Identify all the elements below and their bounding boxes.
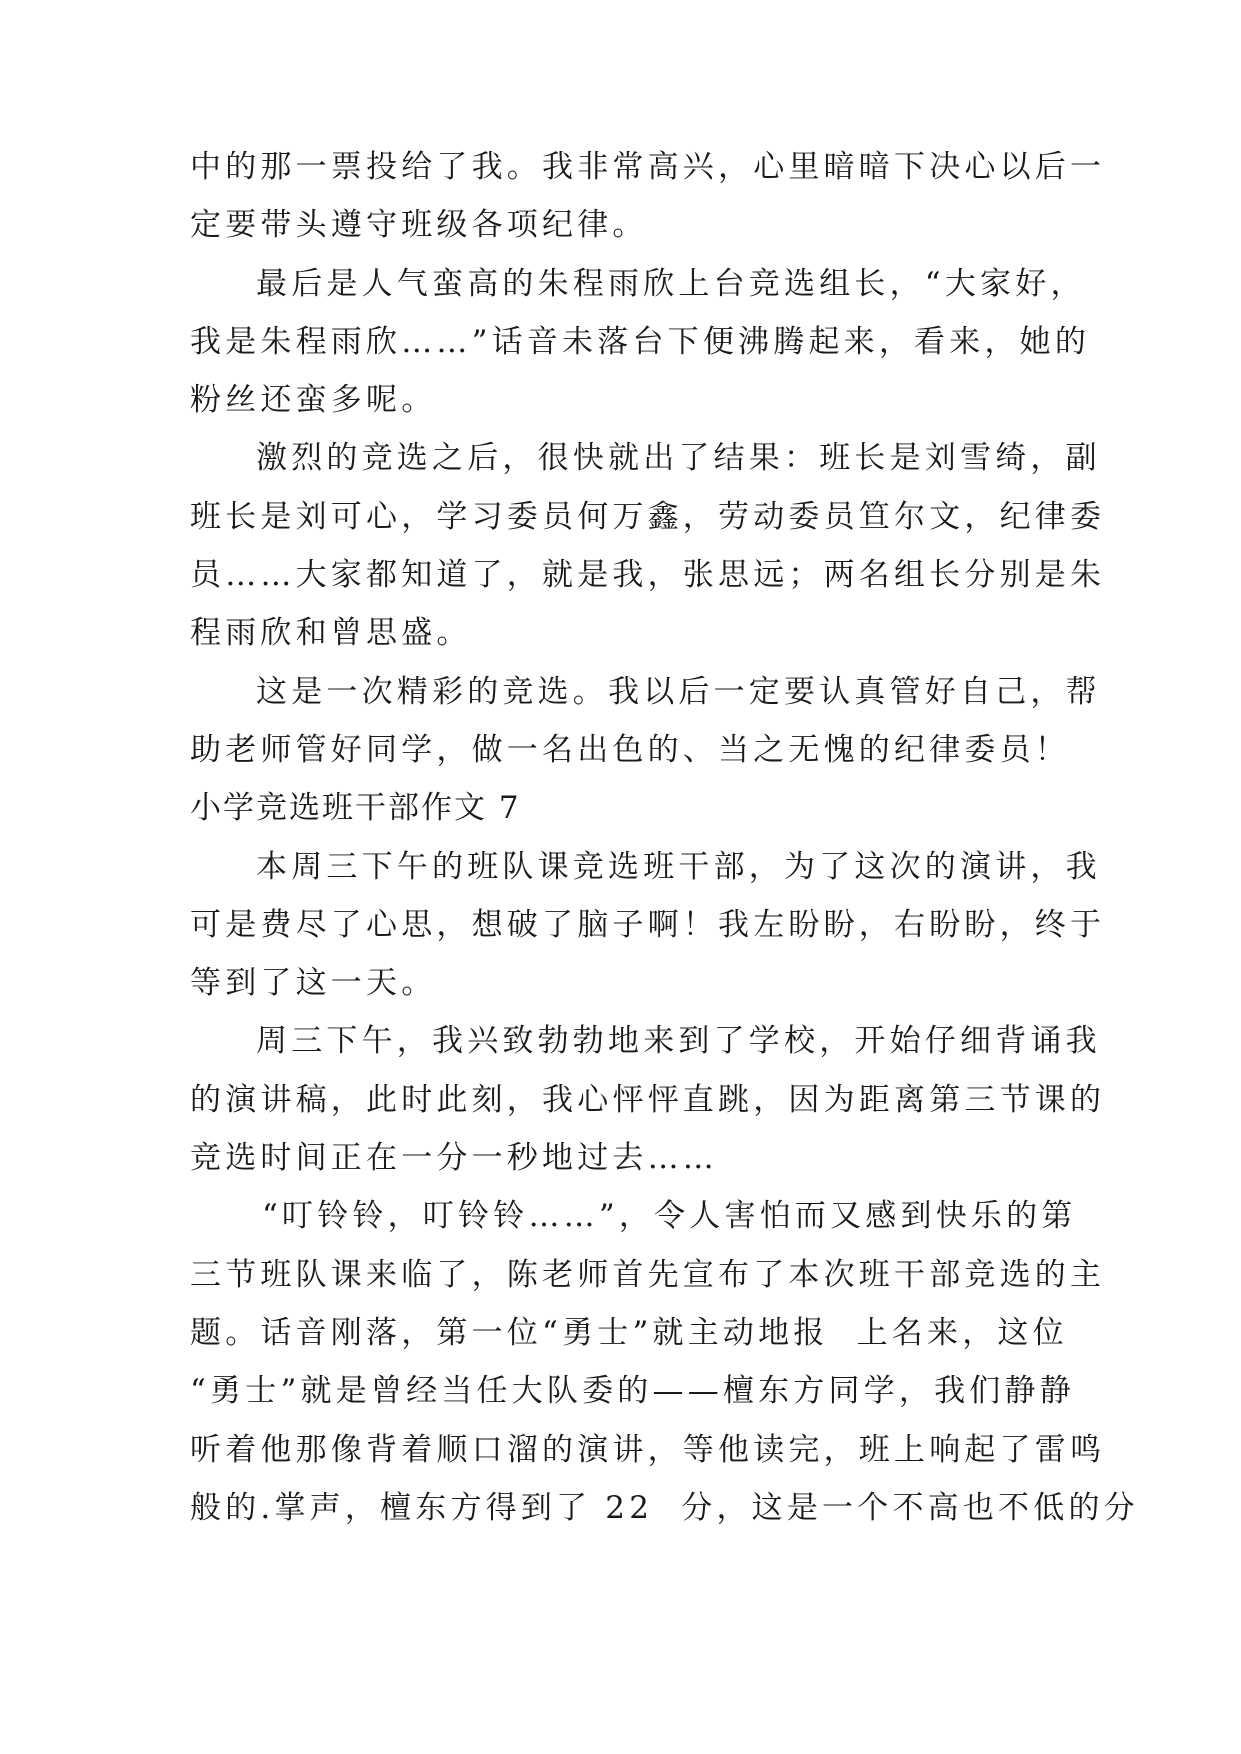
text-line: 班长是刘可心，学习委员何万鑫，劳动委员笪尔文，纪律委	[190, 498, 1106, 535]
paragraph-first-line: 本周三下午的班队课竞选班干部，为了这次的演讲，我	[256, 848, 1101, 885]
text-line: 的演讲稿，此时此刻，我心怦怦直跳，因为距离第三节课的	[190, 1081, 1106, 1118]
text-line: 定要带头遵守班级各项纪律。	[190, 207, 648, 244]
paragraph-first-line: “叮铃铃，叮铃铃……”，令人害怕而又感到快乐的第	[262, 1198, 1077, 1235]
text-line: 竞选时间正在一分一秒地过去……	[190, 1140, 718, 1177]
text-line: 题。话音刚落，第一位“勇士”就主动地报 上名来，这位	[190, 1314, 1068, 1351]
text-line: 中的那一票投给了我。我非常高兴，心里暗暗下决心以后一	[190, 149, 1106, 185]
paragraph-first-line: 周三下午，我兴致勃勃地来到了学校，开始仔细背诵我	[256, 1023, 1101, 1060]
text-line: 我是朱程雨欣……”话音未落台下便沸腾起来，看来，她的	[190, 323, 1091, 360]
paragraph-first-line: 激烈的竞选之后，很快就出了结果：班长是刘雪绮，副	[256, 440, 1101, 477]
text-line: 员……大家都知道了，就是我，张思远；两名组长分别是朱	[190, 557, 1106, 594]
text-line: 粉丝还蛮多呢。	[190, 382, 437, 419]
text-line: “勇士”就是曾经当任大队委的——檀东方同学，我们静静	[190, 1373, 1075, 1410]
section-heading: 小学竞选班干部作文 7	[190, 790, 521, 827]
text-line: 助老师管好同学，做一名出色的、当之无愧的纪律委员！	[190, 731, 1070, 768]
paragraph-first-line: 这是一次精彩的竞选。我以后一定要认真管好自己，帮	[256, 673, 1101, 710]
text-line: 般的.掌声，檀东方得到了 22 分，这是一个不高也不低的分	[190, 1489, 1139, 1526]
text-line: 等到了这一天。	[190, 965, 437, 1002]
text-line: 听着他那像背着顺口溜的演讲，等他读完，班上响起了雷鸣	[190, 1431, 1106, 1468]
text-line: 程雨欣和曾思盛。	[190, 615, 472, 652]
document-body	[190, 138, 1139, 1537]
paragraph-first-line: 最后是人气蛮高的朱程雨欣上台竞选组长，“大家好，	[256, 265, 1086, 302]
text-line: 三节班队课来临了，陈老师首先宣布了本次班干部竞选的主	[190, 1256, 1106, 1293]
text-line: 可是费尽了心思，想破了脑子啊！我左盼盼，右盼盼，终于	[190, 906, 1106, 943]
